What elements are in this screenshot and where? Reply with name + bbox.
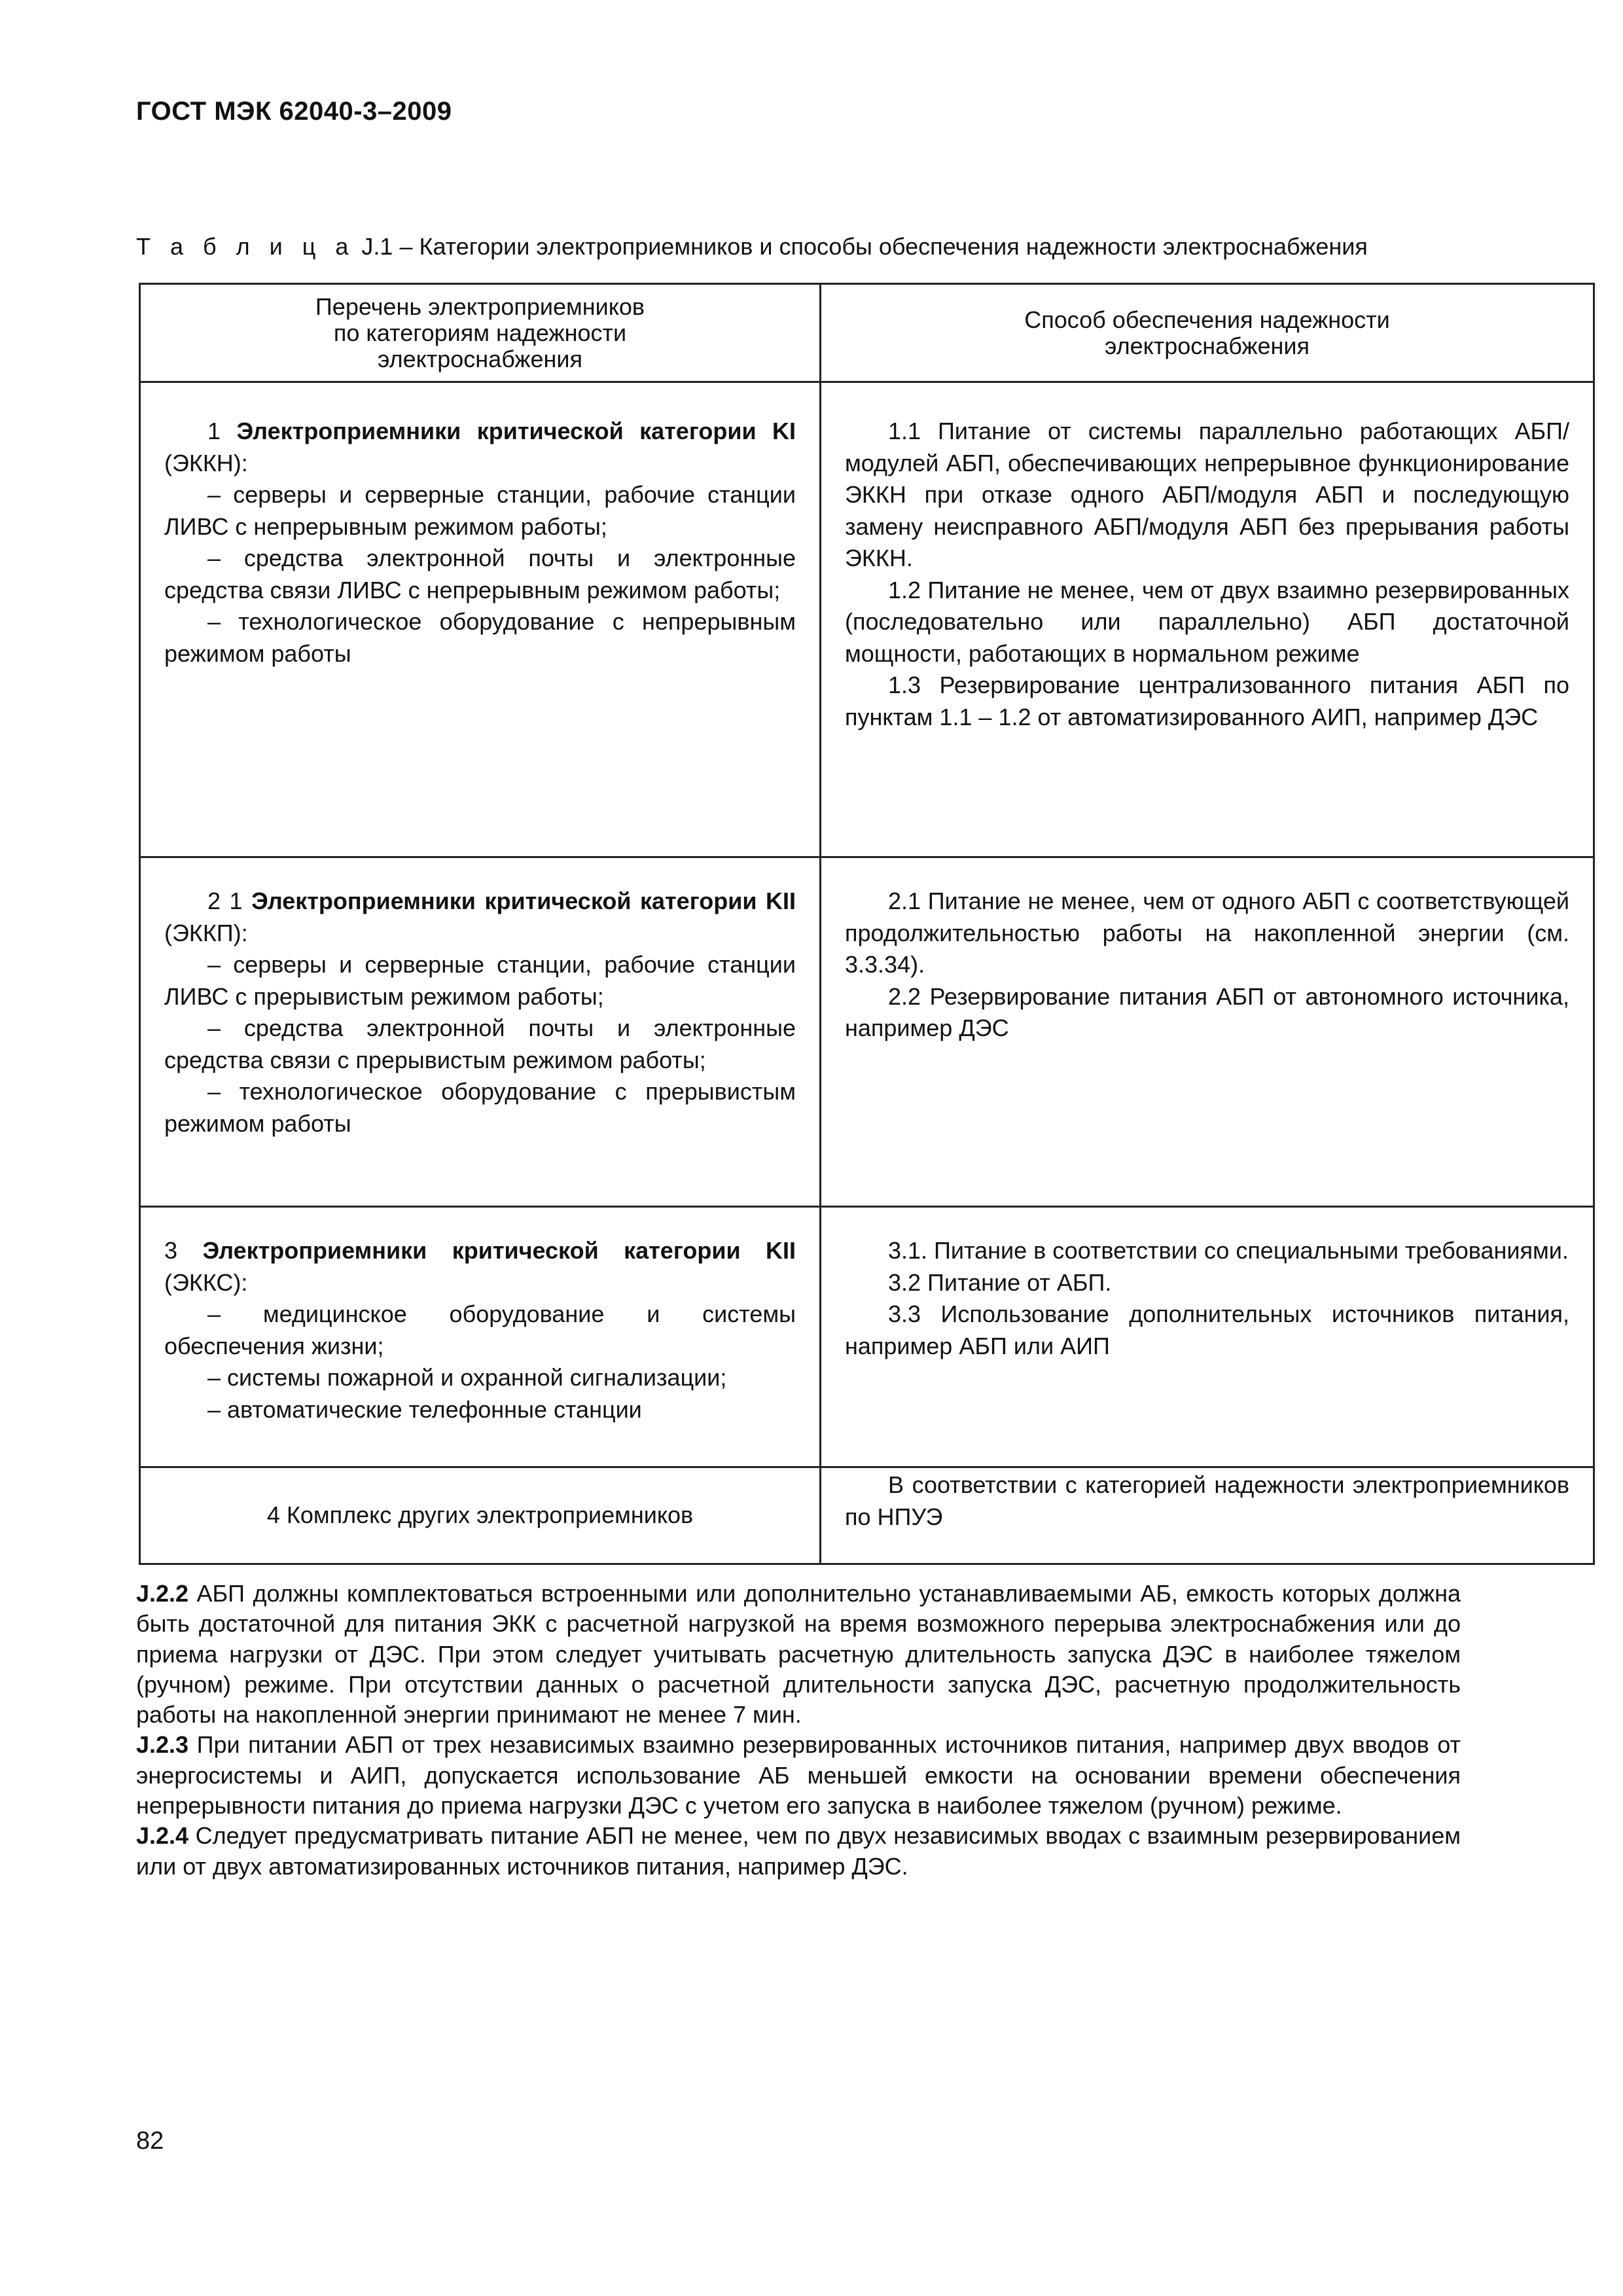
table-row [140,1207,1594,1467]
method-item: 2.1 Питание не менее, чем от одного АБП с соответствующей продолжительностью работы на накопленной энергии (см. 3.3.34). [845,888,1569,978]
table-header-col1 [140,284,821,382]
col1-header-line: по категориям надежности [333,319,627,346]
category-title: 1 Электроприемники критической категории KI (ЭККН): [164,418,796,476]
category-plain: 4 Комплекс других электроприемников [266,1501,694,1529]
table-header-col2 [821,284,1594,382]
table-row [140,1467,1594,1564]
table-header-row [140,284,1594,382]
category-cell [140,1467,821,1564]
categories-table [139,283,1595,1565]
paragraph-text: Следует предусматривать питание АБП не менее, чем по двух независимых вводах с взаимным резервированием или от двух автоматизированных источников питания, например ДЭС. [136,1822,1461,1880]
category-item: – технологическое оборудование с непрерывным режимом работы [164,608,796,667]
paragraph-label: J.2.4 [136,1822,189,1850]
paragraph-text: При питании АБП от трех независимых взаимно резервированных источников питания, например двух вводов от энергосистемы и АИП, допускается использование АБ меньшей емкости на основании времени обеспечения непрерывности питания до приема нагрузки ДЭС с учетом его запуска в наиболее тяжелом (ручном) режиме. [136,1731,1461,1820]
method-plain: В соответствии с категорией надежности электроприемников по НПУЭ [845,1471,1569,1530]
paragraph [136,1821,1461,1882]
category-item: – автоматические телефонные станции [207,1395,642,1423]
method-cell [821,857,1594,1207]
method-cell [821,1207,1594,1467]
category-title: 2 1 Электроприемники критической категории KII (ЭККП): [164,888,796,946]
category-cell [140,1207,821,1467]
method-item: 1.1 Питание от системы параллельно работающих АБП/модулей АБП, обеспечивающих непрерывное функционирование ЭККН при отказе одного АБП/модуля АБП и последующую замену неисправного АБП/модуля АБП без прерывания работы ЭККН. [845,418,1569,571]
category-item: – медицинское оборудование и системы обеспечения жизни; [164,1300,796,1359]
table-caption-text: J.1 – Категории электроприемников и способы обеспечения надежности электроснабжения [361,233,1368,260]
page-number: 82 [136,2127,164,2155]
col1-header-line: Перечень электроприемников [315,293,645,320]
document-header: ГОСТ МЭК 62040-3–2009 [136,97,452,126]
method-item: 1.2 Питание не менее, чем от двух взаимно резервированных (последовательно или параллельно) АБП достаточной мощности, работающих в нормальном режиме [845,576,1569,667]
paragraph [136,1730,1461,1821]
table-caption-label: Т а б л и ц а [136,233,355,260]
paragraph-label: J.2.3 [136,1731,189,1759]
method-item: 2.2 Резервирование питания АБП от автономного источника, например ДЭС [845,982,1569,1041]
col2-header-line: Способ обеспечения надежности [1024,306,1390,333]
category-title: 3 Электроприемники критической категории KII (ЭККС): [164,1237,796,1296]
paragraph [136,1579,1461,1730]
table-caption [136,233,1497,260]
category-item: – технологическое оборудование с прерывистым режимом работы [164,1078,796,1137]
category-cell [140,382,821,857]
table-row [140,382,1594,857]
col1-header-line: электроснабжения [378,345,582,372]
body-text [136,1579,1461,1882]
method-item: 3.3 Использование дополнительных источников питания, например АБП или АИП [845,1300,1569,1359]
category-cell [140,857,821,1207]
method-item: 3.1. Питание в соответствии со специальными требованиями. [888,1237,1569,1264]
category-item: – средства электронной почты и электронные средства связи с прерывистым режимом работы; [164,1014,796,1073]
category-item: – серверы и серверные станции, рабочие станции ЛИВС с прерывистым режимом работы; [164,951,796,1010]
method-cell [821,1467,1594,1564]
category-item: – системы пожарной и охранной сигнализации; [207,1364,727,1391]
col2-header-line: электроснабжения [1105,332,1310,359]
paragraph-label: J.2.2 [136,1580,189,1607]
category-item: – серверы и серверные станции, рабочие станции ЛИВС с непрерывным режимом работы; [164,481,796,540]
method-cell [821,382,1594,857]
method-item: 3.2 Питание от АБП. [888,1268,1112,1296]
paragraph-text: АБП должны комплектоваться встроенными или дополнительно устанавливаемыми АБ, емкость которых должна быть достаточной для питания ЭКК с расчетной нагрузкой на время возможного перерыва электроснабжения или до приема нагрузки от ДЭС. При этом следует учитывать расчетную длительность запуска ДЭС в наиболее тяжелом (ручном) режиме. При отсутствии данных о расчетной длительности запуска ДЭС, расчетную продолжительность работы на накопленной энергии принимают не менее 7 мин. [136,1580,1461,1729]
category-item: – средства электронной почты и электронные средства связи ЛИВС с непрерывным режимом работы; [164,545,796,603]
table-row [140,857,1594,1207]
method-item: 1.3 Резервирование централизованного питания АБП по пунктам 1.1 – 1.2 от автоматизированного АИП, например ДЭС [845,672,1569,730]
